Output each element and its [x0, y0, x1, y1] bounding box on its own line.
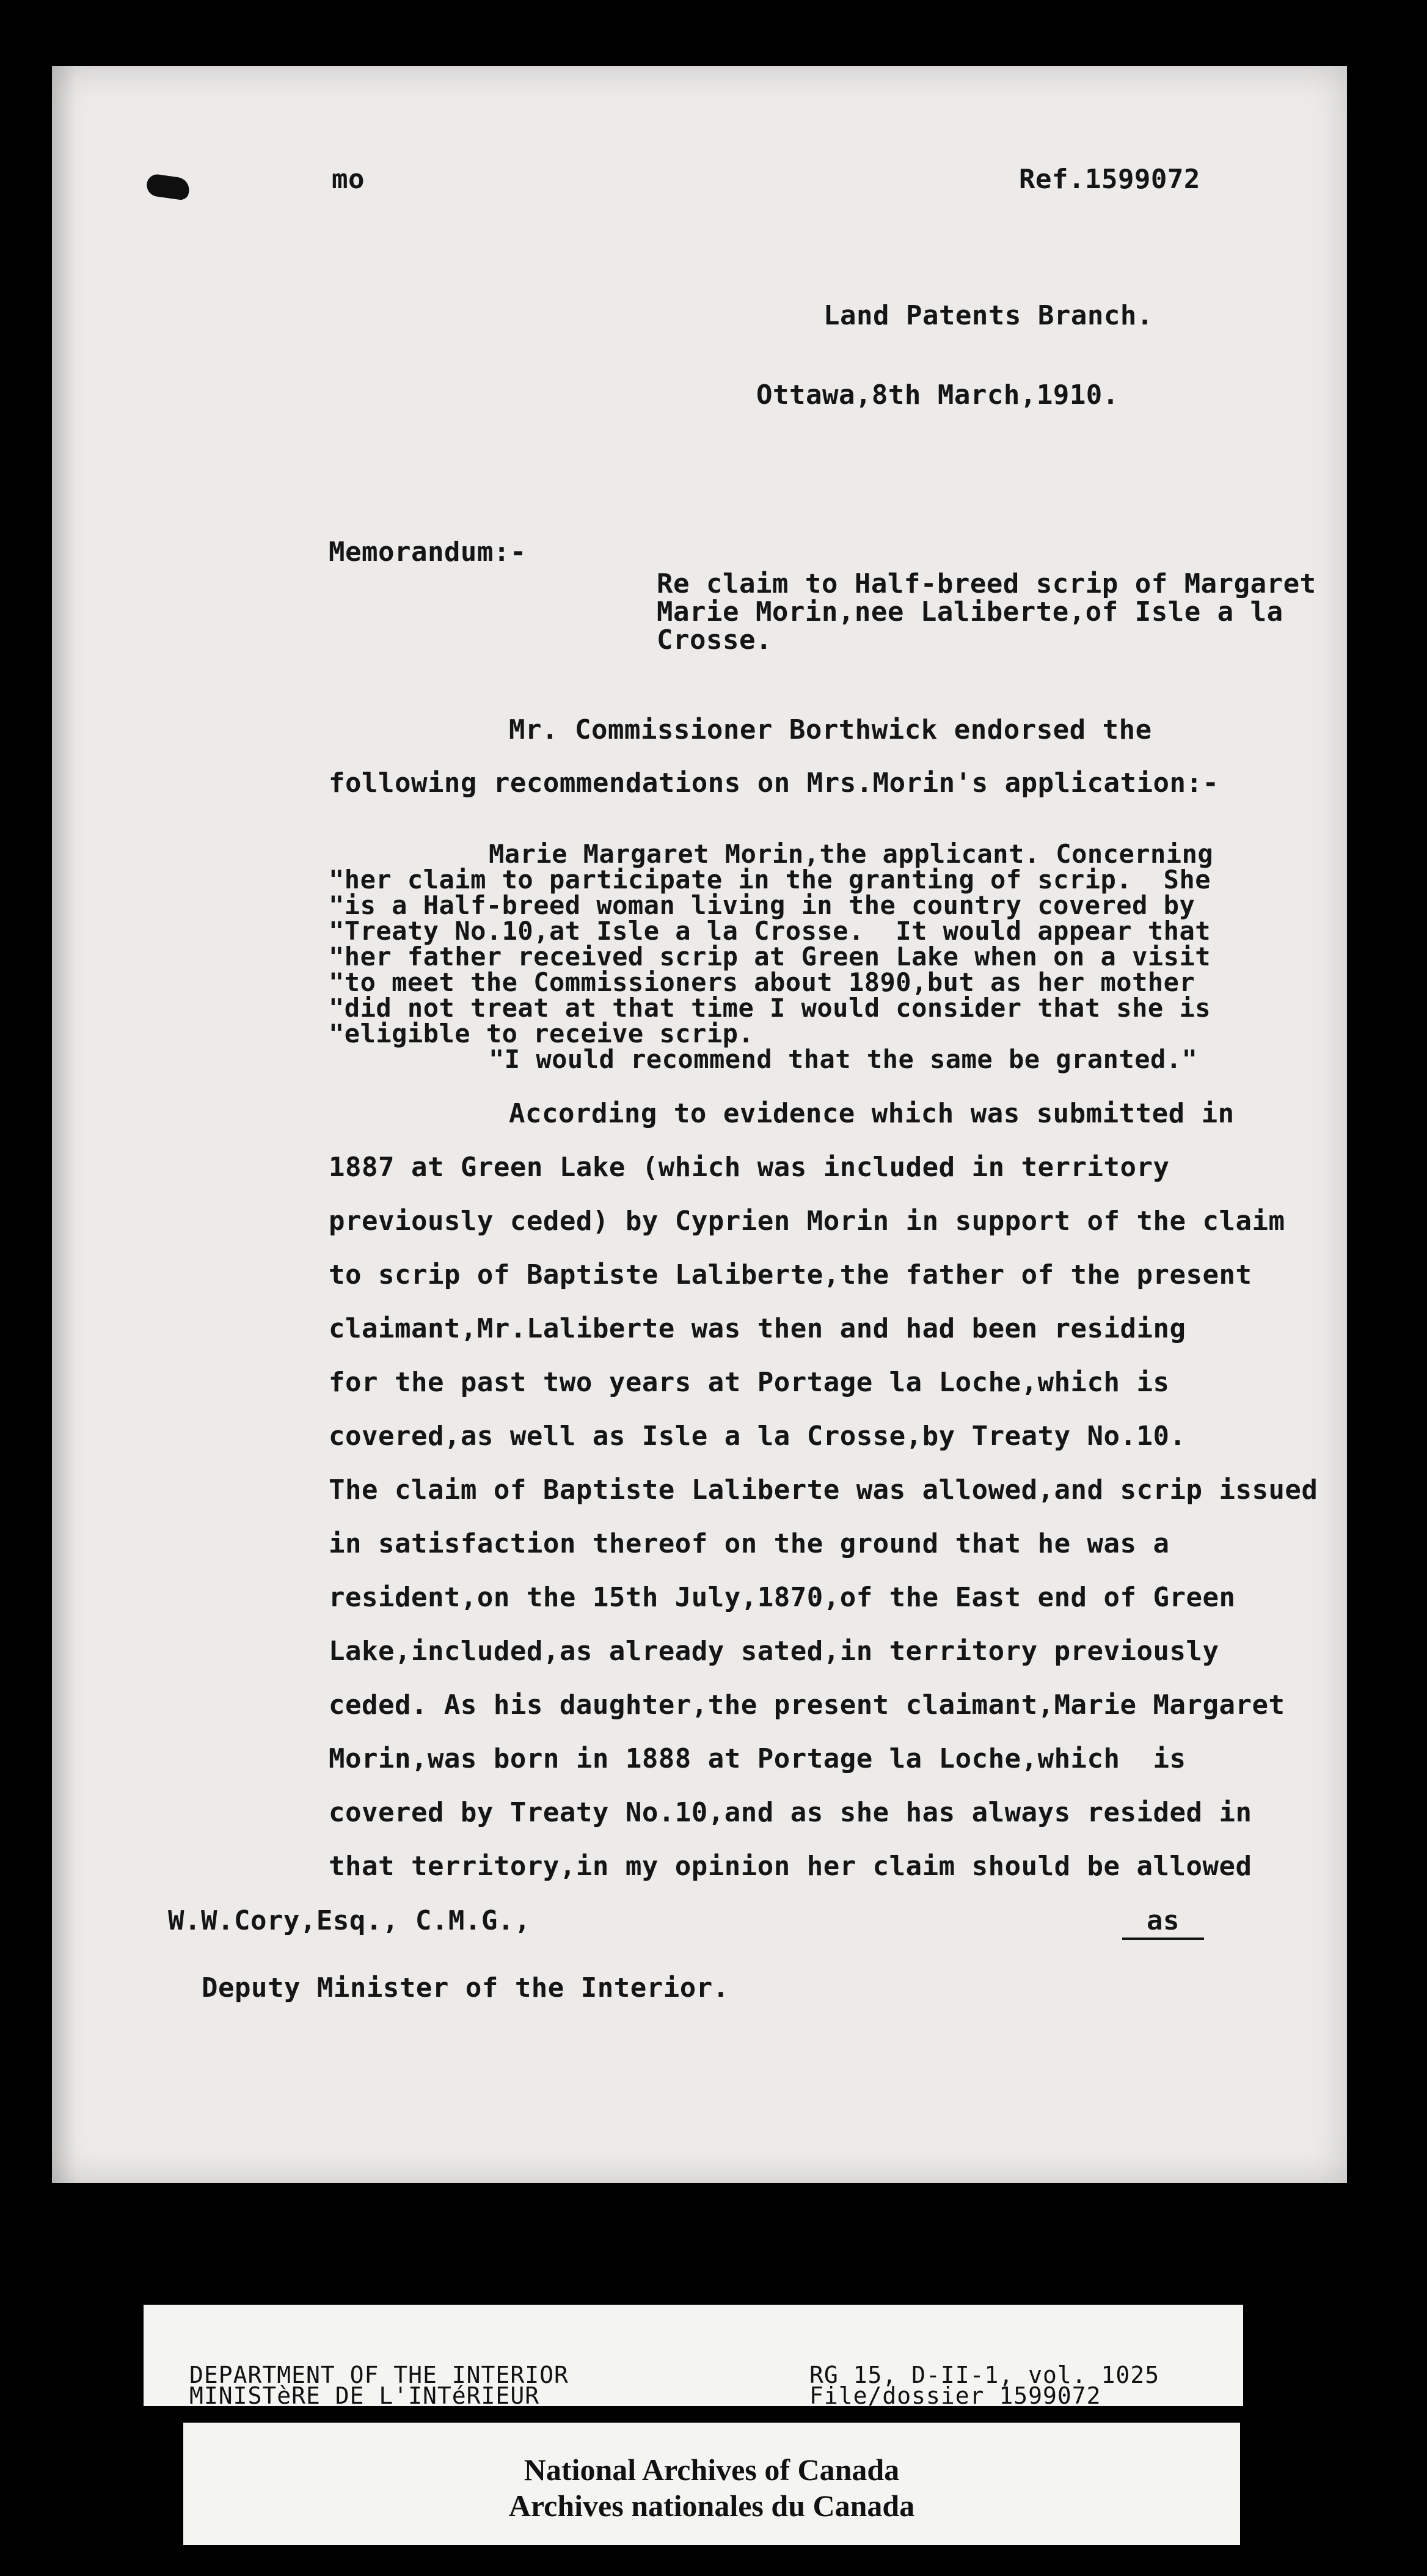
body-line: claimant,Mr.Laliberte was then and had been residing [329, 1313, 1186, 1344]
body-line: in satisfaction thereof on the ground that he was a [329, 1528, 1170, 1559]
quote-line: "did not treat at that time I would consider that she is [329, 993, 1211, 1023]
memo-label: Memorandum:- [329, 536, 527, 568]
quote-line: Marie Margaret Morin,the applicant. Concerning [489, 839, 1214, 869]
subject-line: Marie Morin,nee Laliberte,of Isle a la [657, 596, 1283, 628]
continuation-marker: as [1122, 1905, 1204, 1940]
branch-name: Land Patents Branch. [823, 300, 1153, 331]
archives-name-french: Archives nationales du Canada [508, 2489, 915, 2523]
page-shadow [52, 66, 76, 2183]
addressee: W.W.Cory,Esq., C.M.G., [168, 1905, 531, 1936]
body-line: that territory,in my opinion her claim should be allowed [329, 1851, 1252, 1882]
body-line: 1887 at Green Lake (which was included in territory [329, 1152, 1170, 1183]
quote-line: "I would recommend that the same be granted." [489, 1044, 1198, 1074]
record-group-reference: RG 15, D-II-1, vol. 1025 [809, 2362, 1160, 2388]
body-line: Morin,was born in 1888 at Portage la Loche,which is [329, 1743, 1186, 1774]
quote-line: "her claim to participate in the granting of scrip. She [329, 865, 1211, 895]
document-page [52, 66, 1347, 2183]
punch-hole-mark [145, 173, 191, 200]
intro-line: following recommendations on Mrs.Morin's application:- [329, 767, 1219, 799]
quote-line: "Treaty No.10,at Isle a la Crosse. It would appear that [329, 916, 1211, 946]
body-line: covered,as well as Isle a la Crosse,by Treaty No.10. [329, 1421, 1186, 1452]
subject-line: Crosse. [657, 624, 772, 656]
reference-number: Ref.1599072 [1019, 164, 1200, 195]
addressee-title: Deputy Minister of the Interior. [202, 1972, 729, 2003]
quote-line: "eligible to receive scrip. [329, 1019, 754, 1048]
quote-line: "to meet the Commissioners about 1890,but as her mother [329, 967, 1195, 997]
department-french: MINISTèRE DE L'INTéRIEUR [189, 2382, 540, 2409]
archives-name-english: National Archives of Canada [524, 2453, 900, 2487]
dateline: Ottawa,8th March,1910. [756, 379, 1119, 411]
body-line: resident,on the 15th July,1870,of the East end of Green [329, 1582, 1236, 1613]
body-line: ceded. As his daughter,the present claimant,Marie Margaret [329, 1689, 1285, 1721]
body-line: Lake,included,as already sated,in territory previously [329, 1636, 1219, 1667]
intro-line: Mr. Commissioner Borthwick endorsed the [509, 714, 1152, 745]
file-reference: File/dossier 1599072 [809, 2382, 1101, 2409]
body-line: previously ceded) by Cyprien Morin in support of the claim [329, 1206, 1285, 1237]
body-line: According to evidence which was submitted in [509, 1098, 1235, 1129]
body-line: to scrip of Baptiste Laliberte,the father of the present [329, 1259, 1252, 1290]
subject-line: Re claim to Half-breed scrip of Margaret [657, 568, 1316, 599]
archive-reference-label [144, 2305, 1243, 2409]
quote-line: "her father received scrip at Green Lake when on a visit [329, 942, 1211, 971]
quote-line: "is a Half-breed woman living in the country covered by [329, 890, 1195, 920]
body-line: The claim of Baptiste Laliberte was allowed,and scrip issued [329, 1474, 1318, 1506]
archives-stamp [183, 2423, 1240, 2545]
body-line: covered by Treaty No.10,and as she has always resided in [329, 1797, 1252, 1828]
department-english: DEPARTMENT OF THE INTERIOR [189, 2362, 569, 2388]
body-line: for the past two years at Portage la Loche,which is [329, 1367, 1170, 1398]
typist-initials: mo [332, 164, 365, 195]
